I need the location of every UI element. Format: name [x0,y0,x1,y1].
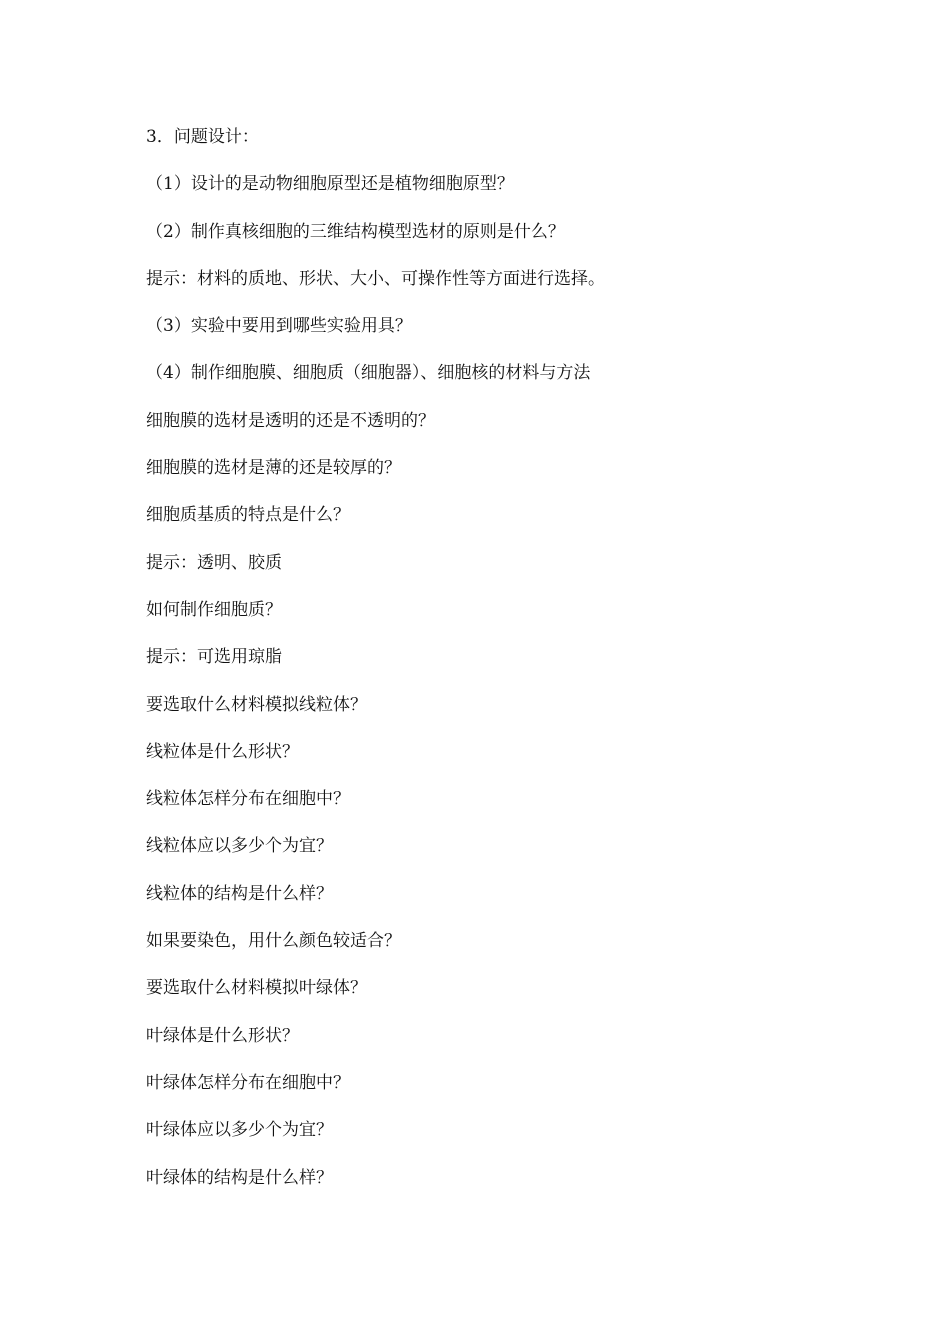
chloroplast-question-count: 叶绿体应以多少个为宜？ [146,1120,333,1141]
question-3: （3）实验中要用到哪些实验用具？ [146,316,412,337]
mitochondria-question-structure: 线粒体的结构是什么样？ [146,883,333,904]
question-2: （2）制作真核细胞的三维结构模型选材的原则是什么？ [146,221,565,242]
mitochondria-question-material: 要选取什么材料模拟线粒体？ [146,694,367,715]
section-heading: 3．问题设计： [146,127,259,147]
chloroplast-question-distribution: 叶绿体怎样分布在细胞中？ [146,1072,350,1093]
chloroplast-question-material: 要选取什么材料模拟叶绿体？ [146,978,367,999]
mitochondria-question-count: 线粒体应以多少个为宜？ [146,836,333,857]
staining-question: 如果要染色，用什么颜色较适合？ [146,931,401,952]
question-4: （4）制作细胞膜、细胞质（细胞器）、细胞核的材料与方法 [146,363,591,384]
hint-cytoplasm-features: 提示：透明、胶质 [146,552,282,573]
question-1: （1）设计的是动物细胞原型还是植物细胞原型？ [146,174,514,195]
hint-agar: 提示：可选用琼脂 [146,647,282,668]
chloroplast-question-shape: 叶绿体是什么形状？ [146,1025,299,1046]
mitochondria-question-shape: 线粒体是什么形状？ [146,741,299,762]
membrane-question-thickness: 细胞膜的选材是薄的还是较厚的？ [146,458,401,479]
hint-materials: 提示：材料的质地、形状、大小、可操作性等方面进行选择。 [146,268,605,289]
cytoplasm-question-making: 如何制作细胞质？ [146,599,282,620]
chloroplast-question-structure: 叶绿体的结构是什么样？ [146,1167,333,1188]
cytoplasm-question-features: 细胞质基质的特点是什么？ [146,505,350,526]
mitochondria-question-distribution: 线粒体怎样分布在细胞中？ [146,789,350,810]
document-body [146,120,846,1208]
membrane-question-transparency: 细胞膜的选材是透明的还是不透明的？ [146,410,435,431]
